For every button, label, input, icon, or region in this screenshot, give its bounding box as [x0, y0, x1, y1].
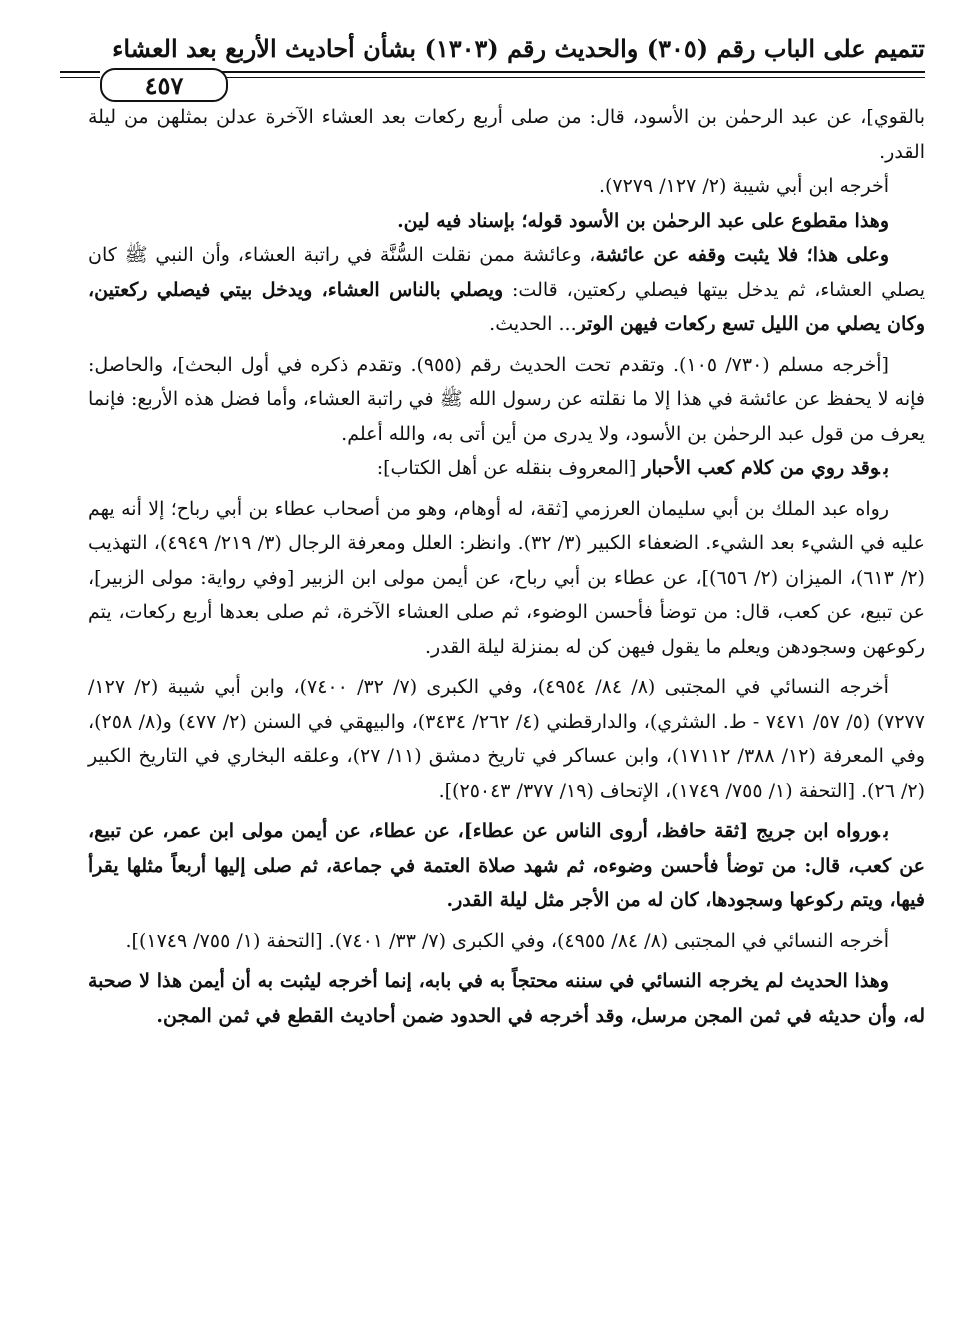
bold-text: وعلى هذا؛ فلا يثبت وقفه عن عائشة	[595, 244, 889, 266]
paragraph	[88, 100, 925, 169]
bold-text: وهذا مقطوع على عبد الرحمٰن بن الأسود قوله؛ بإسناد فيه لين.	[397, 209, 889, 232]
bold-text: وقد روي من كلام كعب الأحبار	[642, 457, 880, 479]
paragraph	[88, 964, 925, 1033]
bold-text: وهذا الحديث لم يخرجه النسائي في سننه محتجاً به في بابه، إنما أخرجه ليثبت به أن أيمن هذا لا صحبة له، وأن حديثه في ثمن المجن مرسل، وقد أخرجه في الحدود ضمن أحاديث القطع في ثمن المجن.	[88, 970, 925, 1027]
text: ، وعائشة ممن نقلت السُّنَّة في راتبة العشاء، وأن النبي ﷺ كان يصلي العشاء، ثم يدخل بيتها فيصلي ركعتين، قالت:	[88, 244, 926, 301]
page-number: ٤٥٧	[144, 70, 184, 100]
header-rule-bottom	[210, 77, 925, 78]
text: [المعروف بنقله عن أهل الكتاب]:	[376, 457, 643, 479]
text: [أخرجه مسلم (٧٣٠/ ١٠٥). وتقدم تحت الحديث رقم (٩٥٥). وتقدم ذكره في أول البحث]، والحاصل: فإنه لا يحفظ عن عائشة في هذا إلا ما نقلته عن رسول الله ﷺ في راتبة العشاء، وأما فضل هذه الأربع: فإنما يعرف من قول عبد الرحمٰن بن الأسود، ولا يدرى من أين أتى به، والله أعلم.	[88, 353, 925, 445]
bullet-marker: ب	[883, 820, 889, 842]
bold-text: ويصلي بالناس العشاء، ويدخل بيتي فيصلي ركعتين، وكان يصلي من الليل تسع ركعات فيهن الوتر	[88, 278, 925, 335]
paragraph	[88, 169, 925, 204]
paragraph	[88, 451, 925, 486]
text: رواه عبد الملك بن أبي سليمان العرزمي [ثقة، له أوهام، وهو من أصحاب عطاء بن أبي رباح؛ إلا أنه يهم عليه في الشيء بعد الشيء. الضعفاء الكبير (٣/ ٣٢). وانظر: العلل ومعرفة الرجال (٣/ ٢١٩/ ٤٩٤٩)، التهذيب (٢/ ٦١٣)، الميزان (٢/ ٦٥٦)]، عن عطاء بن أبي رباح، عن أيمن مولى ابن الزبير [وفي رواية: مولى الزبير]، عن تبيع، عن كعب، قال: من توضأ فأحسن الوضوء، ثم صلى العشاء الآخرة، ثم صلى بعدها أربع ركعات، يتم ركوعهن وسجودهن ويعلم ما يقول فيهن كن له بمنزلة ليلة القدر.	[88, 497, 925, 658]
text: أخرجه ابن أبي شيبة (٢/ ١٢٧/ ٧٢٧٩).	[598, 175, 889, 197]
paragraph	[88, 492, 925, 665]
header-rule-left-top	[60, 71, 100, 73]
paragraph	[88, 204, 925, 239]
paragraph	[88, 924, 925, 959]
text-body	[88, 100, 925, 1033]
paragraph	[88, 814, 925, 918]
bold-text: ورواه ابن جريج [ثقة حافظ، أروى الناس عن عطاء]، عن عطاء، عن أيمن مولى ابن عمر، عن تبيع، عن كعب، قال: من توضأ فأحسن وضوءه، ثم شهد صلاة العتمة في جماعة، ثم صلى إليها أربعاً مثلها يقرأ فيها، ويتم ركوعها وسجودها، كان له من الأجر مثل ليلة القدر.	[88, 820, 925, 911]
text: أخرجه النسائي في المجتبى (٨/ ٨٤/ ٤٩٥٤)، وفي الكبرى (٧/ ٣٢/ ٧٤٠٠)، وابن أبي شيبة (٢/ ١٢٧/ ٧٢٧٧) (٥/ ٥٧/ ٧٤٧١ - ط. الشثري)، والدارقطني (٤/ ٢٦٢/ ٣٤٣٤)، والبيهقي في السنن (٢/ ٤٧٧) و(٨/ ٢٥٨)، وفي المعرفة (١٢/ ٣٨٨/ ١٧١١٢)، وابن عساكر في تاريخ دمشق (١١/ ٢٧)، وعلقه البخاري في التاريخ الكبير (٢/ ٢٦). [التحفة (١/ ٧٥٥/ ١٧٤٩)، الإتحاف (١٩/ ٣٧٧/ ٢٥٠٤٣)].	[88, 676, 926, 802]
paragraph	[88, 670, 925, 808]
header-rule-top	[210, 71, 925, 73]
header-rule-left-bottom	[60, 77, 100, 78]
text: ... الحديث.	[489, 313, 577, 335]
paragraph	[88, 348, 925, 452]
paragraph	[88, 238, 925, 342]
text: بالقوي]، عن عبد الرحمٰن بن الأسود، قال: من صلى أربع ركعات بعد العشاء الآخرة عدلن بمثلهن من ليلة القدر.	[88, 106, 925, 163]
text: أخرجه النسائي في المجتبى (٨/ ٨٤/ ٤٩٥٥)، وفي الكبرى (٧/ ٣٣/ ٧٤٠١). [التحفة (١/ ٧٥٥/ ١٧٤٩)].	[125, 929, 889, 952]
running-title: تتميم على الباب رقم (٣٠٥) والحديث رقم (١٣٠٣) بشأن أحاديث الأربع بعد العشاء	[112, 34, 925, 63]
page-header	[60, 22, 925, 100]
bullet-marker: ب	[883, 457, 889, 479]
page-number-badge	[100, 68, 228, 102]
